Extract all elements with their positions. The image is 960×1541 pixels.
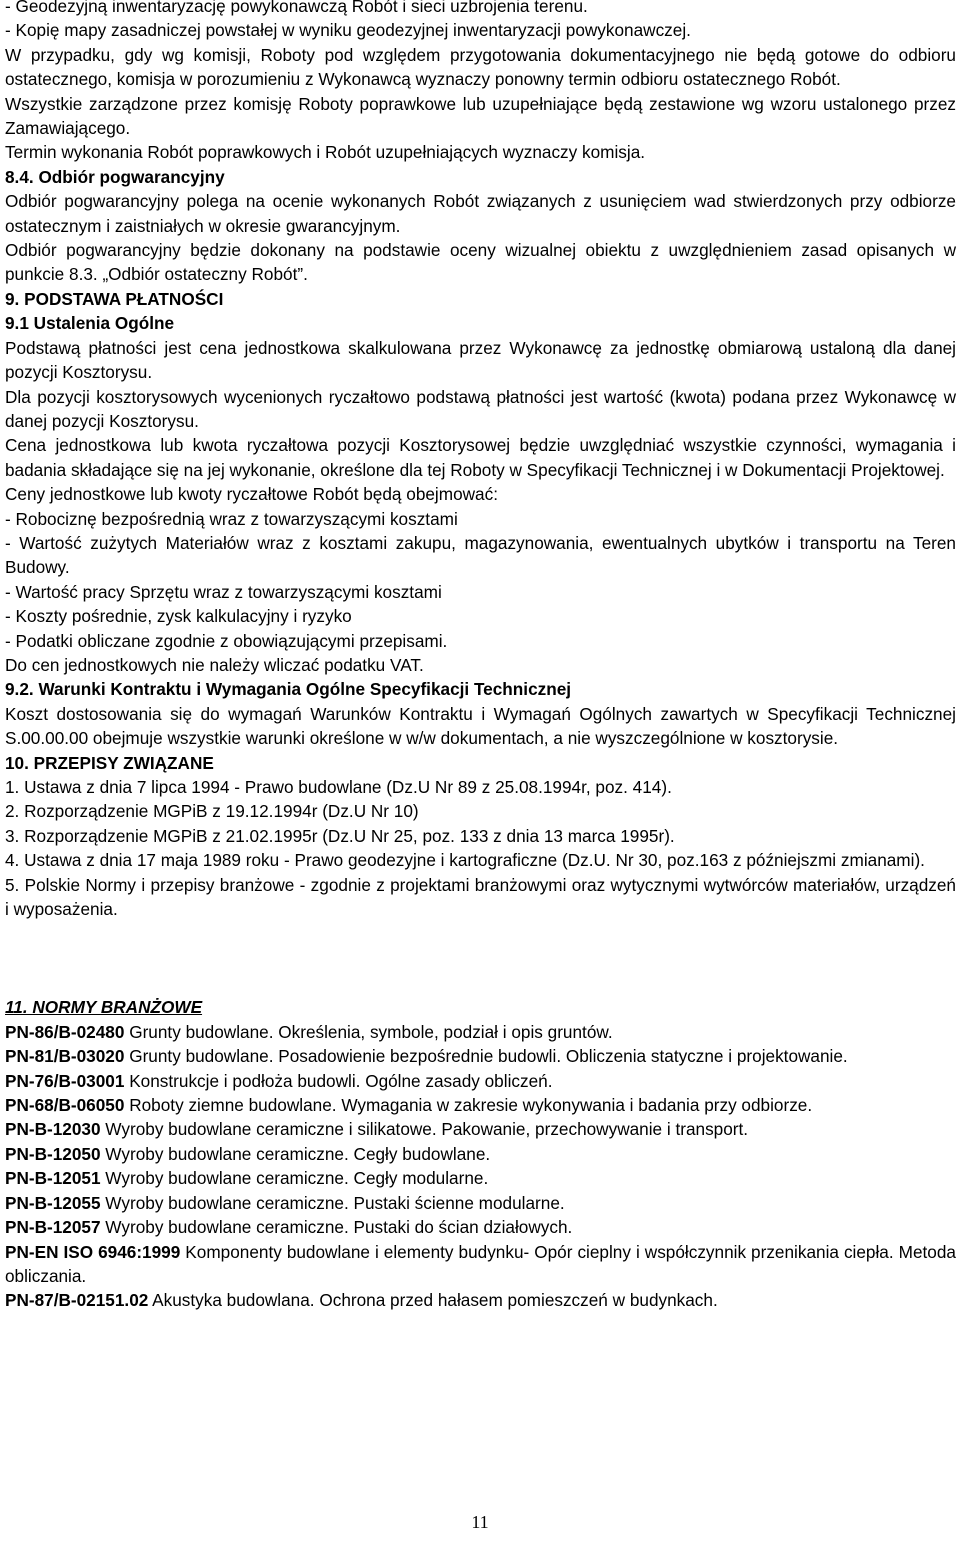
list-item: - Robociznę bezpośrednią wraz z towarzyszącymi kosztami xyxy=(5,508,458,529)
norm-item xyxy=(5,1069,956,1093)
page-number: 11 xyxy=(471,1512,489,1532)
norm-code: PN-EN ISO 6946:1999 xyxy=(5,1241,181,1262)
norm-text: Grunty budowlane. Określenia, symbole, podział i opis gruntów. xyxy=(124,1021,613,1042)
paragraph: Odbiór pogwarancyjny polega na ocenie wykonanych Robót związanych z usunięciem wad stwierdzonych przy odbiorze ostatecznym i zaistniałych w okresie gwarancyjnym. xyxy=(5,191,956,236)
norm-code: PN-B-12055 xyxy=(5,1192,101,1213)
norm-text: Komponenty budowlane i elementy budynku- Opór cieplny i współczynnik przenikania ciepła. Metoda obliczania. xyxy=(5,1241,956,1286)
paragraph: Dla pozycji kosztorysowych wycenionych ryczałtowo podstawą płatności jest wartość (kwota) podana przez Wykonawcę w danej pozycji Kosztorysu. xyxy=(5,386,956,431)
paragraph: Podstawą płatności jest cena jednostkowa skalkulowana przez Wykonawcę za jednostkę obmiarową ustaloną dla danej pozycji Kosztorysu. xyxy=(5,337,956,383)
subsection-heading: 9.2. Warunki Kontraktu i Wymagania Ogólne Specyfikacji Technicznej xyxy=(5,679,572,700)
norm-text: Konstrukcje i podłoża budowli. Ogólne zasady obliczeń. xyxy=(124,1070,553,1091)
norm-code: PN-86/B-02480 xyxy=(5,1021,125,1042)
paragraph: W przypadku, gdy wg komisji, Roboty pod względem przygotowania dokumentacyjnego nie będą gotowe do odbioru ostatecznego, komisja w porozumieniu z Wykonawcą wyznaczy ponowny termin odbioru ostatecznego Robót. xyxy=(5,44,956,90)
paragraph: Odbiór pogwarancyjny będzie dokonany na podstawie oceny wizualnej obiektu z uwzględnieniem zasad opisanych w punkcie 8.3. „Odbiór ostateczny Robót”. xyxy=(5,240,956,285)
list-item: 4. Ustawa z dnia 17 maja 1989 roku - Prawo geodezyjne i kartograficzne (Dz.U. Nr 30, poz.163 z późniejszmi zmianami). xyxy=(5,850,925,871)
norm-text: Roboty ziemne budowlane. Wymagania w zakresie wykonywania i badania przy odbiorze. xyxy=(124,1095,813,1116)
norms-list xyxy=(5,1020,956,1313)
section-heading: 9. PODSTAWA PŁATNOŚCI xyxy=(5,288,224,309)
norm-code: PN-76/B-03001 xyxy=(5,1070,125,1091)
norm-code: PN-B-12030 xyxy=(5,1119,101,1140)
norm-item xyxy=(5,1093,956,1117)
list-item: 1. Ustawa z dnia 7 lipca 1994 - Prawo budowlane (Dz.U Nr 89 z 25.08.1994r, poz. 414). xyxy=(5,777,672,797)
norm-code: PN-68/B-06050 xyxy=(5,1095,125,1116)
norm-item xyxy=(5,1142,956,1166)
list-item: - Podatki obliczane zgodnie z obowiązującymi przepisami. xyxy=(5,630,448,651)
list-item: - Kopię mapy zasadniczej powstałej w wyniku geodezyjnej inwentaryzacji powykonawczej. xyxy=(5,20,691,41)
list-item: - Wartość pracy Sprzętu wraz z towarzyszącymi kosztami xyxy=(5,581,442,602)
list-item: 5. Polskie Normy i przepisy branżowe - zgodnie z projektami branżowymi oraz wytycznymi wytwórców materiałów, urządzeń i wyposażenia. xyxy=(5,874,956,920)
norm-code: PN-B-12057 xyxy=(5,1217,101,1238)
norm-text: Wyroby budowlane ceramiczne. Cegły modularne. xyxy=(100,1168,489,1189)
norm-text: Akustyka budowlana. Ochrona przed hałasem pomieszczeń w budynkach. xyxy=(148,1290,718,1311)
norm-code: PN-87/B-02151.02 xyxy=(5,1290,149,1311)
norm-item xyxy=(5,1166,956,1190)
norm-text: Wyroby budowlane ceramiczne. Cegły budowlane. xyxy=(100,1143,491,1164)
norm-code: PN-B-12050 xyxy=(5,1143,101,1164)
norm-item xyxy=(5,1288,956,1312)
list-item: - Wartość zużytych Materiałów wraz z kosztami zakupu, magazynowania, ewentualnych ubytków i transportu na Teren Budowy. xyxy=(5,532,956,578)
paragraph: Do cen jednostkowych nie należy wliczać podatku VAT. xyxy=(5,654,424,675)
paragraph: Wszystkie zarządzone przez komisję Roboty poprawkowe lub uzupełniające będą zestawione wg wzoru ustalonego przez Zamawiającego. xyxy=(5,93,956,139)
norm-item xyxy=(5,1117,956,1141)
norm-item xyxy=(5,1191,956,1215)
norm-item xyxy=(5,1215,956,1239)
list-item: 3. Rozporządzenie MGPiB z 21.02.1995r (Dz.U Nr 25, poz. 133 z dnia 13 marca 1995r). xyxy=(5,825,675,846)
paragraph: Ceny jednostkowe lub kwoty ryczałtowe Robót będą obejmować: xyxy=(5,484,498,505)
norm-text: Wyroby budowlane ceramiczne. Pustaki do ścian działowych. xyxy=(100,1217,573,1238)
norm-item xyxy=(5,1240,956,1289)
norm-item xyxy=(5,1044,956,1068)
norm-code: PN-B-12051 xyxy=(5,1168,101,1189)
list-item: - Koszty pośrednie, zysk kalkulacyjny i ryzyko xyxy=(5,606,352,627)
list-item: 2. Rozporządzenie MGPiB z 19.12.1994r (Dz.U Nr 10) xyxy=(5,801,419,822)
paragraph: Koszt dostosowania się do wymagań Warunków Kontraktu i Wymagań Ogólnych zawartych w Specyfikacji Technicznej S.00.00.00 obejmuje wszystkie warunki określone w w/w dokumentach, a nie wyszczególnione w kosztorysie. xyxy=(5,703,956,749)
spacer xyxy=(5,921,956,995)
paragraph: Termin wykonania Robót poprawkowych i Robót uzupełniających wyznaczy komisja. xyxy=(5,142,646,163)
subsection-heading: 9.1 Ustalenia Ogólne xyxy=(5,313,175,334)
norm-text: Wyroby budowlane ceramiczne. Pustaki ścienne modularne. xyxy=(100,1192,565,1213)
section-heading: 10. PRZEPISY ZWIĄZANE xyxy=(5,752,214,773)
norm-text: Wyroby budowlane ceramiczne i silikatowe. Pakowanie, przechowywanie i transport. xyxy=(100,1119,749,1140)
list-item: - Geodezyjną inwentaryzację powykonawczą Robót i sieci uzbrojenia terenu. xyxy=(5,0,588,16)
norm-code: PN-81/B-03020 xyxy=(5,1046,125,1067)
section-heading: 11. NORMY BRANŻOWE xyxy=(5,997,203,1018)
paragraph: Cena jednostkowa lub kwota ryczałtowa pozycji Kosztorysowej będzie uwzględniać wszystkie czynności, wymagania i badania składające się na jej wykonanie, określone dla tej Roboty w Specyfikacji Technicznej i w Dokumentacji Projektowej. xyxy=(5,435,956,480)
norm-text: Grunty budowlane. Posadowienie bezpośrednie budowli. Obliczenia statyczne i projektowanie. xyxy=(124,1046,848,1067)
norm-item xyxy=(5,1020,956,1044)
section-heading: 8.4. Odbiór pogwarancyjny xyxy=(5,166,225,187)
